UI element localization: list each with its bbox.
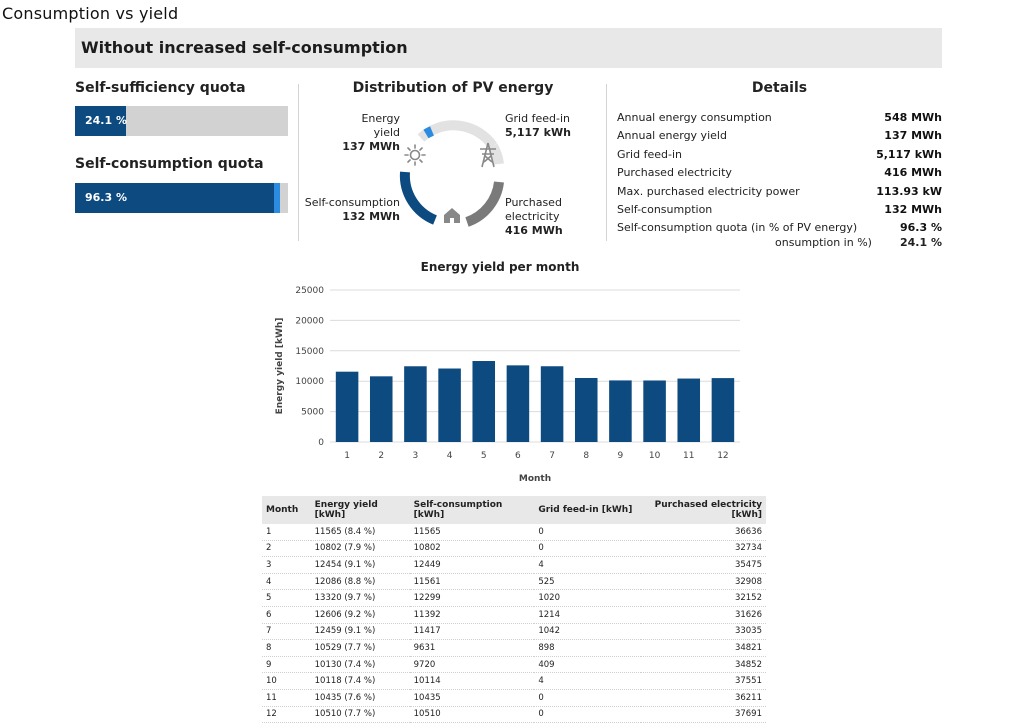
table-cell: 32152 xyxy=(641,590,766,607)
details-row xyxy=(617,148,942,164)
donut-arc-self-consumption xyxy=(405,172,435,220)
divider-left xyxy=(298,84,299,241)
table-cell: 12459 (9.1 %) xyxy=(311,623,410,640)
x-tick-label: 11 xyxy=(683,451,695,461)
details-value-clipped: 24.1 % xyxy=(900,236,942,249)
table-row xyxy=(262,656,766,673)
table-cell: 5 xyxy=(262,590,311,607)
scenario-title: Without increased self-consumption xyxy=(81,38,408,57)
chart-bar xyxy=(370,376,393,442)
chart-bar xyxy=(677,379,700,442)
table-row xyxy=(262,540,766,557)
table-cell: 898 xyxy=(534,640,641,657)
table-row xyxy=(262,557,766,574)
table-cell: 12449 xyxy=(410,557,535,574)
table-cell: 34852 xyxy=(641,656,766,673)
table-cell: 8 xyxy=(262,640,311,657)
table-cell: 12606 (9.2 %) xyxy=(311,606,410,623)
details-label: Self-consumption xyxy=(617,203,713,216)
details-label: Max. purchased electricity power xyxy=(617,184,800,198)
details-label-clipped: onsumption in %) xyxy=(775,236,872,249)
table-cell: 37551 xyxy=(641,673,766,690)
table-row xyxy=(262,590,766,607)
table-cell: 36211 xyxy=(641,689,766,706)
table-cell: 1 xyxy=(262,524,311,540)
chart-bar xyxy=(438,369,461,442)
table-cell: 525 xyxy=(534,573,641,590)
details-title: Details xyxy=(751,80,808,96)
y-axis-label: Energy yield [kWh] xyxy=(275,317,285,415)
table-cell: 11 xyxy=(262,689,311,706)
x-tick-label: 4 xyxy=(446,451,453,461)
table-cell: 36636 xyxy=(641,524,766,540)
table-cell: 10130 (7.4 %) xyxy=(311,656,410,673)
table-cell: 12299 xyxy=(410,590,535,607)
purchased-value: 416 MWh xyxy=(505,224,563,237)
details-value: 113.93 kW xyxy=(876,184,942,198)
grid-feed-in-label: Grid feed-in xyxy=(505,112,570,125)
table-row xyxy=(262,689,766,706)
table-cell: 2 xyxy=(262,540,311,557)
x-tick-label: 1 xyxy=(344,451,350,461)
details-row xyxy=(617,203,942,219)
table-header-cell: Self-consumption [kWh] xyxy=(410,496,535,524)
details-value: 137 MWh xyxy=(884,129,942,143)
x-tick-label: 3 xyxy=(412,451,419,461)
y-tick-label: 15000 xyxy=(295,346,324,357)
table-cell: 32908 xyxy=(641,573,766,590)
distribution-title: Distribution of PV energy xyxy=(352,80,554,96)
table-cell: 10529 (7.7 %) xyxy=(311,640,410,657)
details-value: 5,117 kWh xyxy=(876,147,942,161)
table-header-cell: Energy yield [kWh] xyxy=(311,496,410,524)
table-row xyxy=(262,673,766,690)
table-cell: 0 xyxy=(534,524,641,540)
table-cell: 32734 xyxy=(641,540,766,557)
self-sufficiency-bar xyxy=(75,106,288,136)
chart-bar xyxy=(336,372,359,442)
table-cell: 33035 xyxy=(641,623,766,640)
table-cell: 0 xyxy=(534,706,641,723)
table-cell: 409 xyxy=(534,656,641,673)
y-tick-label: 25000 xyxy=(295,286,324,296)
energy-yield-chart xyxy=(268,280,748,490)
table-cell: 13320 (9.7 %) xyxy=(311,590,410,607)
table-cell: 12 xyxy=(262,706,311,723)
house-icon xyxy=(442,205,462,225)
x-tick-label: 7 xyxy=(549,451,555,461)
table-cell: 9 xyxy=(262,656,311,673)
x-tick-label: 5 xyxy=(480,451,487,461)
table-cell: 3 xyxy=(262,557,311,574)
grid-feed-in-value: 5,117 kWh xyxy=(505,126,571,139)
self-consumption-label: Self-consumption xyxy=(304,196,400,209)
energy-yield-value: 137 MWh xyxy=(342,140,400,153)
scenario-banner xyxy=(75,28,942,68)
details-value: 96.3 % xyxy=(900,221,942,235)
donut-arc-purchased xyxy=(467,182,499,222)
table-cell: 11565 xyxy=(410,524,535,540)
divider-right xyxy=(606,84,607,241)
table-header-cell: Month xyxy=(262,496,311,524)
table-cell: 4 xyxy=(534,673,641,690)
details-row xyxy=(617,129,942,145)
details-row-clipped xyxy=(617,232,942,252)
table-cell: 0 xyxy=(534,689,641,706)
self-sufficiency-title: Self-sufficiency quota xyxy=(75,80,246,96)
table-cell: 37691 xyxy=(641,706,766,723)
self-consumption-label-group xyxy=(302,196,400,224)
purchased-label-group xyxy=(505,196,563,238)
self-sufficiency-value: 24.1 % xyxy=(85,114,127,127)
self-consumption-donut-value: 132 MWh xyxy=(342,210,400,223)
power-pylon-icon xyxy=(477,142,499,168)
table-cell: 10510 xyxy=(410,706,535,723)
table-cell: 10802 xyxy=(410,540,535,557)
x-axis-label: Month xyxy=(518,474,552,484)
x-tick-label: 12 xyxy=(717,451,729,461)
self-consumption-quota-title: Self-consumption quota xyxy=(75,156,264,172)
table-cell: 34821 xyxy=(641,640,766,657)
table-cell: 11392 xyxy=(410,606,535,623)
chart-bar xyxy=(472,361,495,442)
table-cell: 4 xyxy=(262,573,311,590)
purchased-label-line1: Purchased xyxy=(505,196,562,209)
table-cell: 12454 (9.1 %) xyxy=(311,557,410,574)
x-tick-label: 10 xyxy=(648,451,661,461)
details-row xyxy=(617,166,942,182)
table-row xyxy=(262,524,766,540)
table-cell: 10510 (7.7 %) xyxy=(311,706,410,723)
table-row xyxy=(262,706,766,723)
chart-bar xyxy=(609,380,632,442)
details-label: Purchased electricity xyxy=(617,166,732,180)
details-label: Self-consumption quota (in % of PV energy) xyxy=(617,221,858,235)
table-cell: 9720 xyxy=(410,656,535,673)
table-cell: 0 xyxy=(534,540,641,557)
y-tick-label: 20000 xyxy=(295,316,324,327)
y-tick-label: 0 xyxy=(318,438,324,448)
chart-title: Energy yield per month xyxy=(420,260,580,274)
chart-bar xyxy=(404,366,427,442)
energy-yield-label-group xyxy=(334,112,400,154)
table-row xyxy=(262,640,766,657)
table-cell: 4 xyxy=(534,557,641,574)
table-cell: 11561 xyxy=(410,573,535,590)
chart-bar xyxy=(507,365,530,442)
y-tick-label: 10000 xyxy=(295,377,324,388)
table-cell: 11417 xyxy=(410,623,535,640)
table-cell: 31626 xyxy=(641,606,766,623)
self-consumption-value: 96.3 % xyxy=(85,191,127,204)
table-header-cell: Grid feed-in [kWh] xyxy=(534,496,641,524)
table-cell: 10802 (7.9 %) xyxy=(311,540,410,557)
details-value: 132 MWh xyxy=(884,203,942,216)
x-tick-label: 2 xyxy=(378,451,385,461)
details-row xyxy=(617,185,942,201)
page-caption: Consumption vs yield xyxy=(2,4,179,23)
table-cell: 35475 xyxy=(641,557,766,574)
table-cell: 1042 xyxy=(534,623,641,640)
table-cell: 1020 xyxy=(534,590,641,607)
table-cell: 10118 (7.4 %) xyxy=(311,673,410,690)
chart-bar xyxy=(712,378,735,442)
table-header-row xyxy=(262,496,766,524)
details-label: Annual energy yield xyxy=(617,129,727,143)
details-row xyxy=(617,111,942,127)
table-cell: 10435 (7.6 %) xyxy=(311,689,410,706)
x-tick-label: 8 xyxy=(583,451,590,461)
chart-bar xyxy=(643,380,666,442)
table-cell: 7 xyxy=(262,623,311,640)
table-row xyxy=(262,623,766,640)
donut-arc-energy-yield xyxy=(426,131,432,134)
x-tick-label: 6 xyxy=(515,451,521,461)
details-label: Grid feed-in xyxy=(617,147,682,161)
table-cell: 6 xyxy=(262,606,311,623)
table-row xyxy=(262,606,766,623)
table-header-cell: Purchased electricity [kWh] xyxy=(641,496,766,524)
table-cell: 10435 xyxy=(410,689,535,706)
monthly-table xyxy=(262,496,766,723)
chart-bar xyxy=(541,366,564,442)
grid-feed-in-label-group xyxy=(505,112,571,140)
sun-icon xyxy=(404,144,426,166)
details-value: 548 MWh xyxy=(884,111,942,124)
table-cell: 10114 xyxy=(410,673,535,690)
self-consumption-fill-edge xyxy=(274,183,280,213)
chart-bar xyxy=(575,378,598,442)
self-consumption-bar xyxy=(75,183,288,213)
table-row xyxy=(262,573,766,590)
y-tick-label: 5000 xyxy=(301,407,324,418)
energy-yield-label: Energy yield xyxy=(361,112,400,139)
table-cell: 9631 xyxy=(410,640,535,657)
table-cell: 1214 xyxy=(534,606,641,623)
details-value: 416 MWh xyxy=(884,166,942,180)
table-cell: 11565 (8.4 %) xyxy=(311,524,410,540)
x-tick-label: 9 xyxy=(617,451,624,461)
table-cell: 12086 (8.8 %) xyxy=(311,573,410,590)
details-label: Annual energy consumption xyxy=(617,111,772,124)
purchased-label-line2: electricity xyxy=(505,210,560,223)
table-cell: 10 xyxy=(262,673,311,690)
